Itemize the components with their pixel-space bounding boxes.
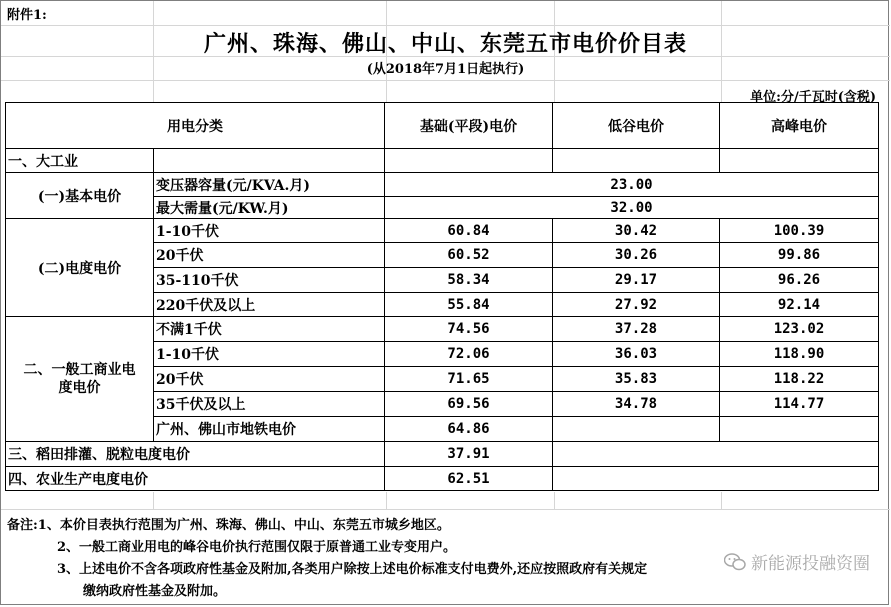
base-price: 58.34	[384, 267, 553, 293]
table-row-label: 1-10千伏	[153, 341, 385, 367]
gridline	[386, 492, 387, 510]
basic-price-value: 32.00	[384, 196, 879, 219]
price-table	[6, 103, 880, 492]
table-cell	[552, 441, 879, 467]
table-row-label: 20千伏	[153, 366, 385, 392]
watermark-text: 新能源投融资圈	[751, 554, 870, 574]
valley-price: 34.78	[552, 391, 720, 417]
section-irrigation: 三、稻田排灌、脱粒电度电价	[5, 441, 385, 467]
section-large-industry: 一、大工业	[5, 148, 154, 173]
table-cell	[384, 148, 553, 173]
valley-price: 30.42	[552, 218, 720, 243]
valley-price: 35.83	[552, 366, 720, 392]
table-row-label: 最大需量(元/KW.月)	[153, 196, 385, 219]
valley-price: 36.03	[552, 341, 720, 367]
peak-price: 118.22	[719, 366, 879, 392]
base-price: 69.56	[384, 391, 553, 417]
notes	[7, 515, 647, 603]
valley-price: 27.92	[552, 292, 720, 317]
table-cell	[719, 148, 879, 173]
header-base: 基础(平段)电价	[384, 102, 553, 149]
header-valley: 低谷电价	[552, 102, 720, 149]
table-row-label: 不满1千伏	[153, 316, 385, 342]
base-price: 72.06	[384, 341, 553, 367]
table-cell	[153, 148, 385, 173]
table-cell	[552, 466, 879, 491]
peak-price: 118.90	[719, 341, 879, 367]
unit-label: 单位:分/千瓦时(含税)	[750, 90, 876, 105]
peak-price: 100.39	[719, 218, 879, 243]
peak-price: 114.77	[719, 391, 879, 417]
table-row-label: 35-110千伏	[153, 267, 385, 293]
header-peak: 高峰电价	[719, 102, 879, 149]
peak-price	[719, 416, 879, 442]
valley-price: 30.26	[552, 242, 720, 268]
gridline	[1, 509, 890, 510]
group-commercial-label: 二、一般工商业电度电价	[23, 362, 136, 396]
base-price: 55.84	[384, 292, 553, 317]
gridline	[721, 492, 722, 510]
gridline	[1, 25, 890, 26]
gridline	[1, 80, 890, 81]
note-line-3-cont: 缴纳政府性基金及附加。	[83, 584, 227, 599]
base-price: 62.51	[384, 466, 553, 491]
table-row-label: 20千伏	[153, 242, 385, 268]
base-price: 60.84	[384, 218, 553, 243]
base-price: 71.65	[384, 366, 553, 392]
wechat-icon	[724, 553, 746, 571]
table-row-label: 变压器容量(元/KVA.月)	[153, 172, 385, 197]
attachment-label: 附件1:	[7, 8, 47, 23]
group-energy-price: (二)电度电价	[5, 218, 154, 317]
peak-price: 123.02	[719, 316, 879, 342]
base-price: 74.56	[384, 316, 553, 342]
header-category: 用电分类	[5, 102, 385, 149]
note-line-1: 备注:1、本价目表执行范围为广州、珠海、佛山、中山、东莞五市城乡地区。	[7, 518, 450, 533]
page-title: 广州、珠海、佛山、中山、东莞五市电价价目表	[203, 31, 687, 57]
valley-price: 37.28	[552, 316, 720, 342]
base-price: 60.52	[384, 242, 553, 268]
note-line-3: 3、上述电价不含各项政府性基金及附加,各类用户除按上述电价标准支付电费外,还应按照政府有关规定	[57, 562, 648, 577]
table-row-label: 1-10千伏	[153, 218, 385, 243]
valley-price: 29.17	[552, 267, 720, 293]
peak-price: 96.26	[719, 267, 879, 293]
section-agriculture: 四、农业生产电度电价	[5, 466, 385, 491]
table-row-label: 220千伏及以上	[153, 292, 385, 317]
page-subtitle: (从2018年7月1日起执行)	[366, 62, 525, 77]
table-cell	[552, 148, 720, 173]
basic-price-value: 23.00	[384, 172, 879, 197]
note-line-2: 2、一般工商业用电的峰谷电价执行范围仅限于原普通工业专变用户。	[57, 540, 457, 555]
table-row-label: 广州、佛山市地铁电价	[153, 416, 385, 442]
peak-price: 92.14	[719, 292, 879, 317]
group-basic-price: (一)基本电价	[5, 172, 154, 219]
table-row-label: 35千伏及以上	[153, 391, 385, 417]
gridline	[554, 492, 555, 510]
valley-price	[552, 416, 720, 442]
base-price: 64.86	[384, 416, 553, 442]
watermark	[724, 549, 870, 574]
base-price: 37.91	[384, 441, 553, 467]
gridline	[153, 492, 154, 510]
group-commercial	[5, 316, 154, 442]
peak-price: 99.86	[719, 242, 879, 268]
